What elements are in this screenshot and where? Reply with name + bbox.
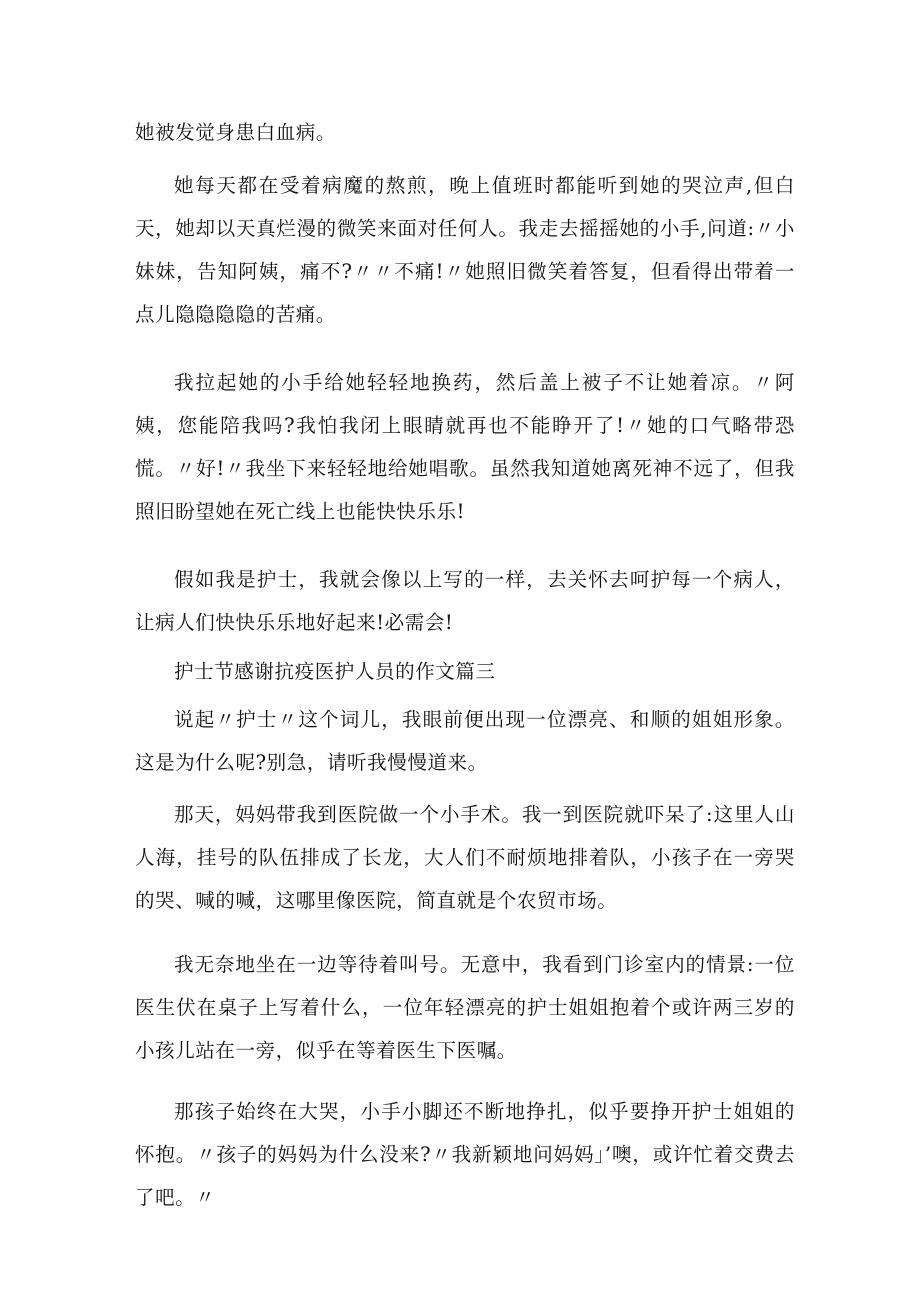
paragraph-6: 那天，妈妈带我到医院做一个小手术。我一到医院就吓呆了:这里人山人海，挂号的队伍排成了长龙，大人们不耐烦地排着队，小孩子在一旁哭的哭、喊的喊，这哪里像医院，简直就是个农贸市场。: [135, 803, 795, 912]
paragraph-2: 她每天都在受着病魔的熬煎，晚上值班时都能听到她的哭泣声,但白天，她却以天真烂漫的微笑来面对任何人。我走去摇摇她的小手,问道:〃小妹妹，告知阿姨，痛不?〃〃不痛!〃她照旧微笑着答复，但看得出带着一点儿隐隐隐隐的苦痛。: [135, 174, 795, 326]
paragraph-7: 我无奈地坐在一边等待着叫号。无意中，我看到门诊室内的情景:一位医生伏在桌子上写着什么，一位年轻漂亮的护士姐姐抱着个或许两三岁的小孩儿站在一旁，似乎在等着医生下医嘱。: [135, 953, 795, 1062]
paragraph-3: 我拉起她的小手给她轻轻地换药，然后盖上被子不让她着凉。〃阿姨，您能陪我吗?我怕我闭上眼睛就再也不能睁开了!〃她的口气略带恐慌。〃好!〃我坐下来轻轻地给她唱歌。虽然我知道她离死神不远了，但我照旧盼望她在死亡线上也能快快乐乐!: [135, 371, 795, 523]
paragraph-1: 她被发觉身患白血病。: [135, 121, 337, 144]
paragraph-8: 那孩子始终在大哭，小手小脚还不断地挣扎，似乎要挣开护士姐姐的怀抱。〃孩子的妈妈为什么没来?〃我新颖地问妈妈」’噢，或许忙着交费去了吧。〃: [135, 1100, 795, 1209]
section-heading: 护士节感谢抗疫医护人员的作文篇三: [174, 660, 496, 683]
paragraph-4: 假如我是护士，我就会像以上写的一样，去关怀去呵护每一个病人，让病人们快快乐乐地好起来!必需会!: [135, 568, 795, 634]
paragraph-5: 说起〃护士〃这个词儿，我眼前便出现一位漂亮、和顺的姐姐形象。这是为什么呢?别急，请听我慢慢道来。: [135, 708, 795, 774]
